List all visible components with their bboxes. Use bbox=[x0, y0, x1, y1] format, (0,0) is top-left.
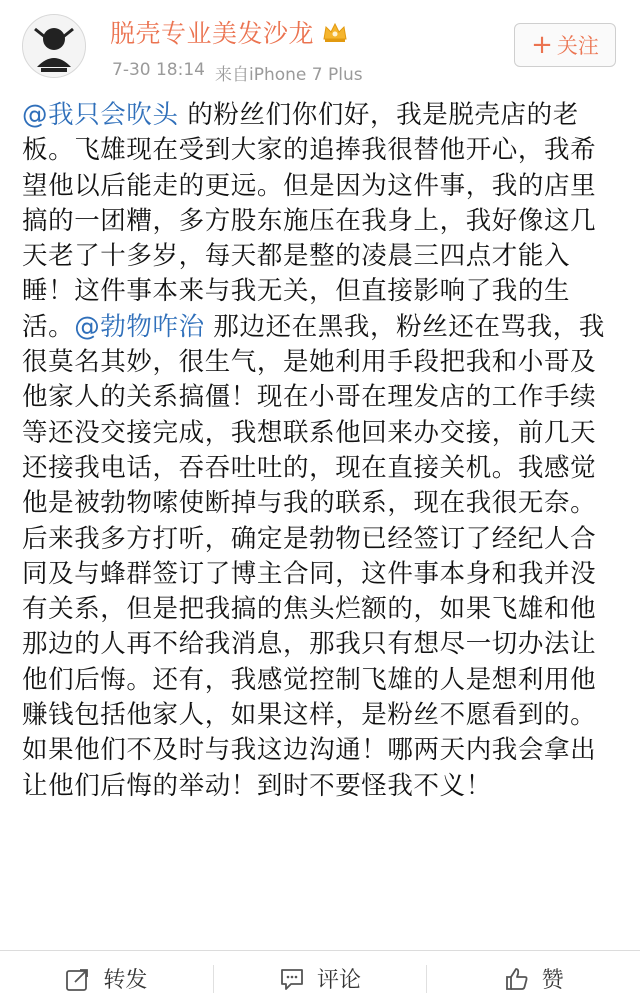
comment-label: 评论 bbox=[317, 968, 362, 993]
avatar[interactable] bbox=[22, 14, 86, 78]
thumbs-up-icon bbox=[504, 966, 530, 992]
plus-icon: + bbox=[531, 30, 553, 60]
mention-link[interactable]: @勃物咋治 bbox=[74, 311, 205, 342]
post-content bbox=[22, 98, 620, 940]
like-button[interactable] bbox=[427, 951, 640, 1006]
repost-button[interactable] bbox=[0, 951, 213, 1006]
comment-icon bbox=[279, 966, 305, 992]
follow-button[interactable] bbox=[514, 23, 616, 67]
mention-link[interactable]: @我只会吹头 bbox=[22, 100, 179, 130]
username-row bbox=[110, 14, 348, 50]
post-meta bbox=[112, 60, 363, 85]
avatar-logo-icon bbox=[23, 15, 85, 77]
like-label: 赞 bbox=[541, 968, 564, 993]
post-time: 7-30 18:14 bbox=[112, 60, 205, 80]
action-bar bbox=[0, 950, 640, 1006]
vip-crown-icon bbox=[322, 21, 348, 43]
post-source: 来自iPhone 7 Plus bbox=[214, 65, 363, 85]
post-text: 那边还在黑我，粉丝还在骂我，我很莫名其妙，很生气，是她利用手段把我和小哥及他家人的关系搞僵！现在小哥在理发店的工作手续等还没交接完成，我想联系他回来办交接，前几天还接我电话，吞吞吐吐的，现在直接关机。我感觉他是被勃物嗦使断掉与我的联系，现在我很无奈。后来我多方打听，确定是勃物已经签订了经纪人合同及与蜂群签订了博主合同，这件事本身和我并没有关系，但是把我搞的焦头烂额的，如果飞雄和他那边的人再不给我消息，那我只有想尽一切办法让他们后悔。还有，我感觉控制飞雄的人是想利用他赚钱包括他家人，如果这样，是粉丝不愿看到的。如果他们不及时与我这边沟通！哪两天内我会拿出让他们后悔的举动！到时不要怪我不义！ bbox=[22, 311, 605, 801]
post-text: 的粉丝们你们好，我是脱壳店的老板。飞雄现在受到大家的追捧我很替他开心，我希望他以后能走的更远。但是因为这件事，我的店里搞的一团糟，多方股东施压在我身上，我好像这几天老了十多岁，每天都是整的凌晨三四点才能入睡！这件事本来与我无关，但直接影响了我的生活。 bbox=[22, 100, 597, 342]
follow-label: 关注 bbox=[556, 34, 599, 58]
repost-icon bbox=[65, 966, 91, 992]
repost-label: 转发 bbox=[103, 968, 148, 993]
post-header bbox=[0, 0, 640, 95]
username[interactable]: 脱壳专业美发沙龙 bbox=[110, 19, 315, 48]
comment-button[interactable] bbox=[214, 951, 427, 1006]
